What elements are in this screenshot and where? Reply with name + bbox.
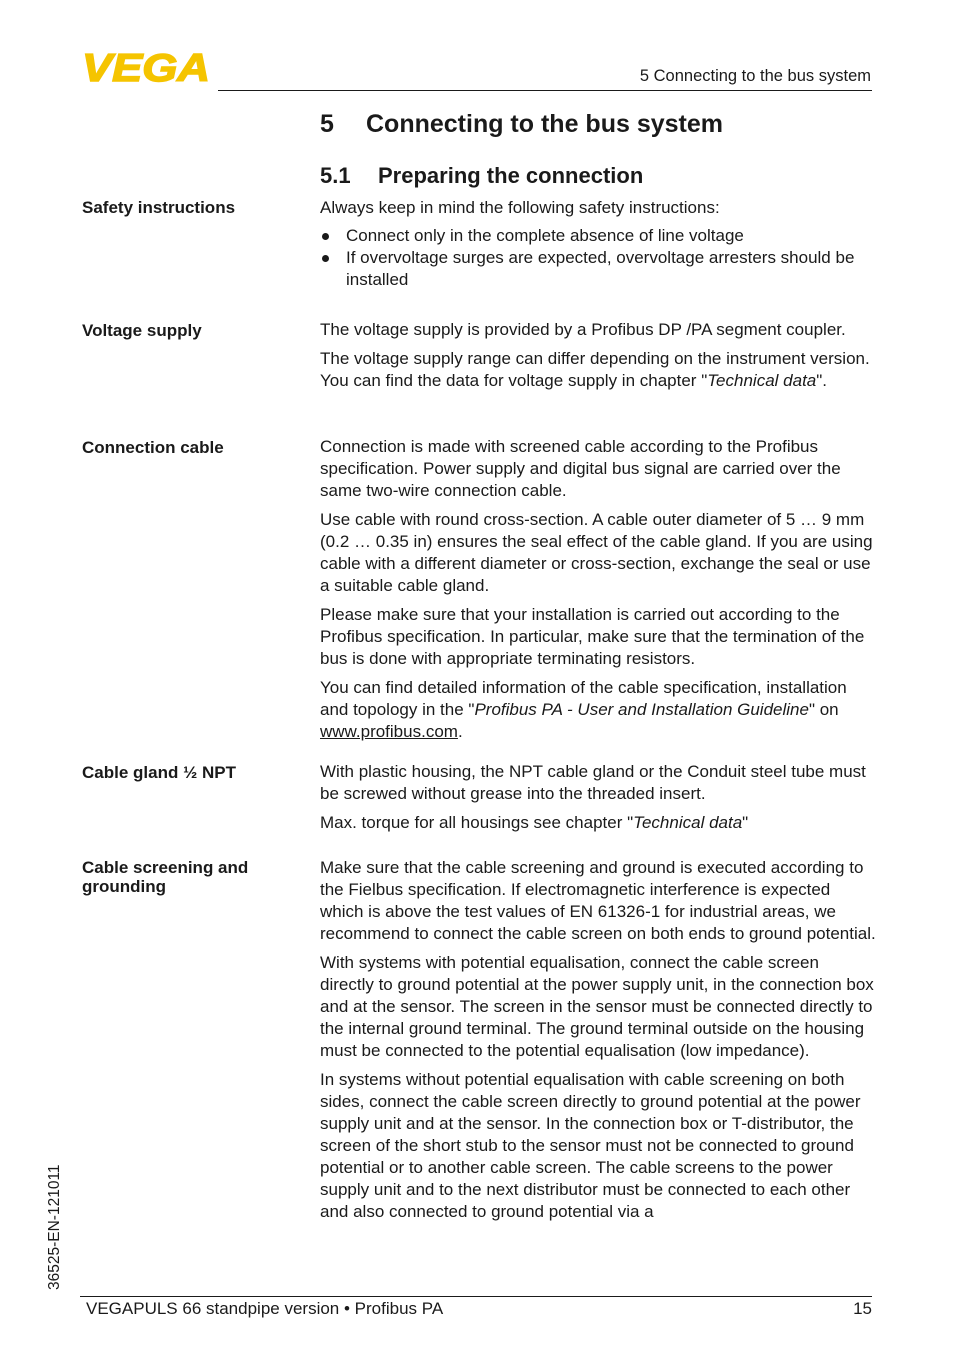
header-section-ref: 5 Connecting to the bus system <box>639 67 871 85</box>
gland-block <box>320 761 876 834</box>
footer-doc-title: VEGAPULS 66 standpipe version • Profibus PA <box>86 1299 444 1318</box>
screening-p1: Make sure that the cable screening and ground is executed according to the Fielbus specification. If electromagnetic interference is expected which is above the test values of EN 61326-1 for industrial areas, we recommend to connect the cable screen on both ends to ground potential. <box>320 858 876 943</box>
voltage-p2: The voltage supply range can differ depending on the instrument version. You can find the data for voltage supply in chapter "Technical data". <box>320 349 870 390</box>
safety-bullet-1: Connect only in the complete absence of line voltage <box>320 225 876 247</box>
cable-ref-guideline: Profibus PA - User and Installation Guideline <box>474 700 809 719</box>
side-label-voltage: Voltage supply <box>82 321 202 340</box>
side-label-cable: Connection cable <box>82 438 224 457</box>
voltage-ref-technical-data: Technical data <box>707 371 817 390</box>
screening-p3: In systems without potential equalisation with cable screening on both sides, connect the cable screen directly to ground potential at the power supply unit and at the sensor. In the connection box or T-distributor, the screen of the short stub to the sensor must not be connected to ground potential or to another cable screen. The cable screens to the power supply unit and to the next distributor must be connected to each other and also connected to ground potential via a <box>320 1070 861 1221</box>
voltage-p1: The voltage supply is provided by a Profibus DP /PA segment coupler. <box>320 320 846 339</box>
screening-block <box>320 857 876 1223</box>
document-code: 36525-EN-121011 <box>46 1164 63 1290</box>
footer-rule <box>80 1296 872 1297</box>
gland-p2: Max. torque for all housings see chapter "Technical data" <box>320 813 749 832</box>
page-number: 15 <box>853 1299 872 1318</box>
voltage-block <box>320 319 876 392</box>
section-heading <box>320 163 643 189</box>
section-title: Preparing the connection <box>378 163 644 188</box>
side-label-safety: Safety instructions <box>82 198 236 217</box>
side-label-gland: Cable gland ½ NPT <box>82 763 236 782</box>
cable-p2: Use cable with round cross-section. A cable outer diameter of 5 … 9 mm (0.2 … 0.35 in) ensures the seal effect of the cable gland. If you are using cable with a different diameter or cross-section, exchange the seal or use a suitable cable gland. <box>320 510 873 595</box>
cable-p1: Connection is made with screened cable according to the Profibus specification. Power supply and digital bus signal are carried over the same two-wire connection cable. <box>320 437 841 500</box>
screening-p2: With systems with potential equalisation, connect the cable screen directly to ground potential at the power supply unit, in the connection box and at the sensor. The screen in the sensor must be connected directly to the internal ground terminal. The ground terminal outside on the housing must be connected to the potential equalisation (low impedance). <box>320 953 874 1060</box>
safety-list <box>320 225 876 291</box>
safety-bullet-2: If overvoltage surges are expected, overvoltage arresters should be installed <box>320 247 876 291</box>
cable-p4: You can find detailed information of the cable specification, installation and topology in the "Profibus PA - User and Installation Guideline" on www.profibus.com. <box>320 678 847 741</box>
chapter-number: 5 <box>320 110 334 138</box>
gland-ref-technical-data: Technical data <box>633 813 743 832</box>
vega-logo <box>80 50 212 84</box>
logo-text: VEGA <box>82 50 210 84</box>
profibus-link[interactable]: www.profibus.com <box>320 722 458 741</box>
chapter-title: Connecting to the bus system <box>366 110 723 138</box>
cable-block <box>320 436 876 743</box>
side-label-screening: Cable screening and grounding <box>82 858 249 896</box>
header-rule <box>218 90 872 91</box>
chapter-heading <box>320 110 723 139</box>
safety-block <box>320 197 876 291</box>
safety-intro: Always keep in mind the following safety instructions: <box>320 198 720 217</box>
section-number: 5.1 <box>320 163 351 188</box>
cable-p3: Please make sure that your installation is carried out according to the Profibus specification. In particular, make sure that the termination of the bus is done with appropriate terminating resistors. <box>320 605 865 668</box>
gland-p1: With plastic housing, the NPT cable gland or the Conduit steel tube must be screwed without grease into the threaded insert. <box>320 762 866 803</box>
